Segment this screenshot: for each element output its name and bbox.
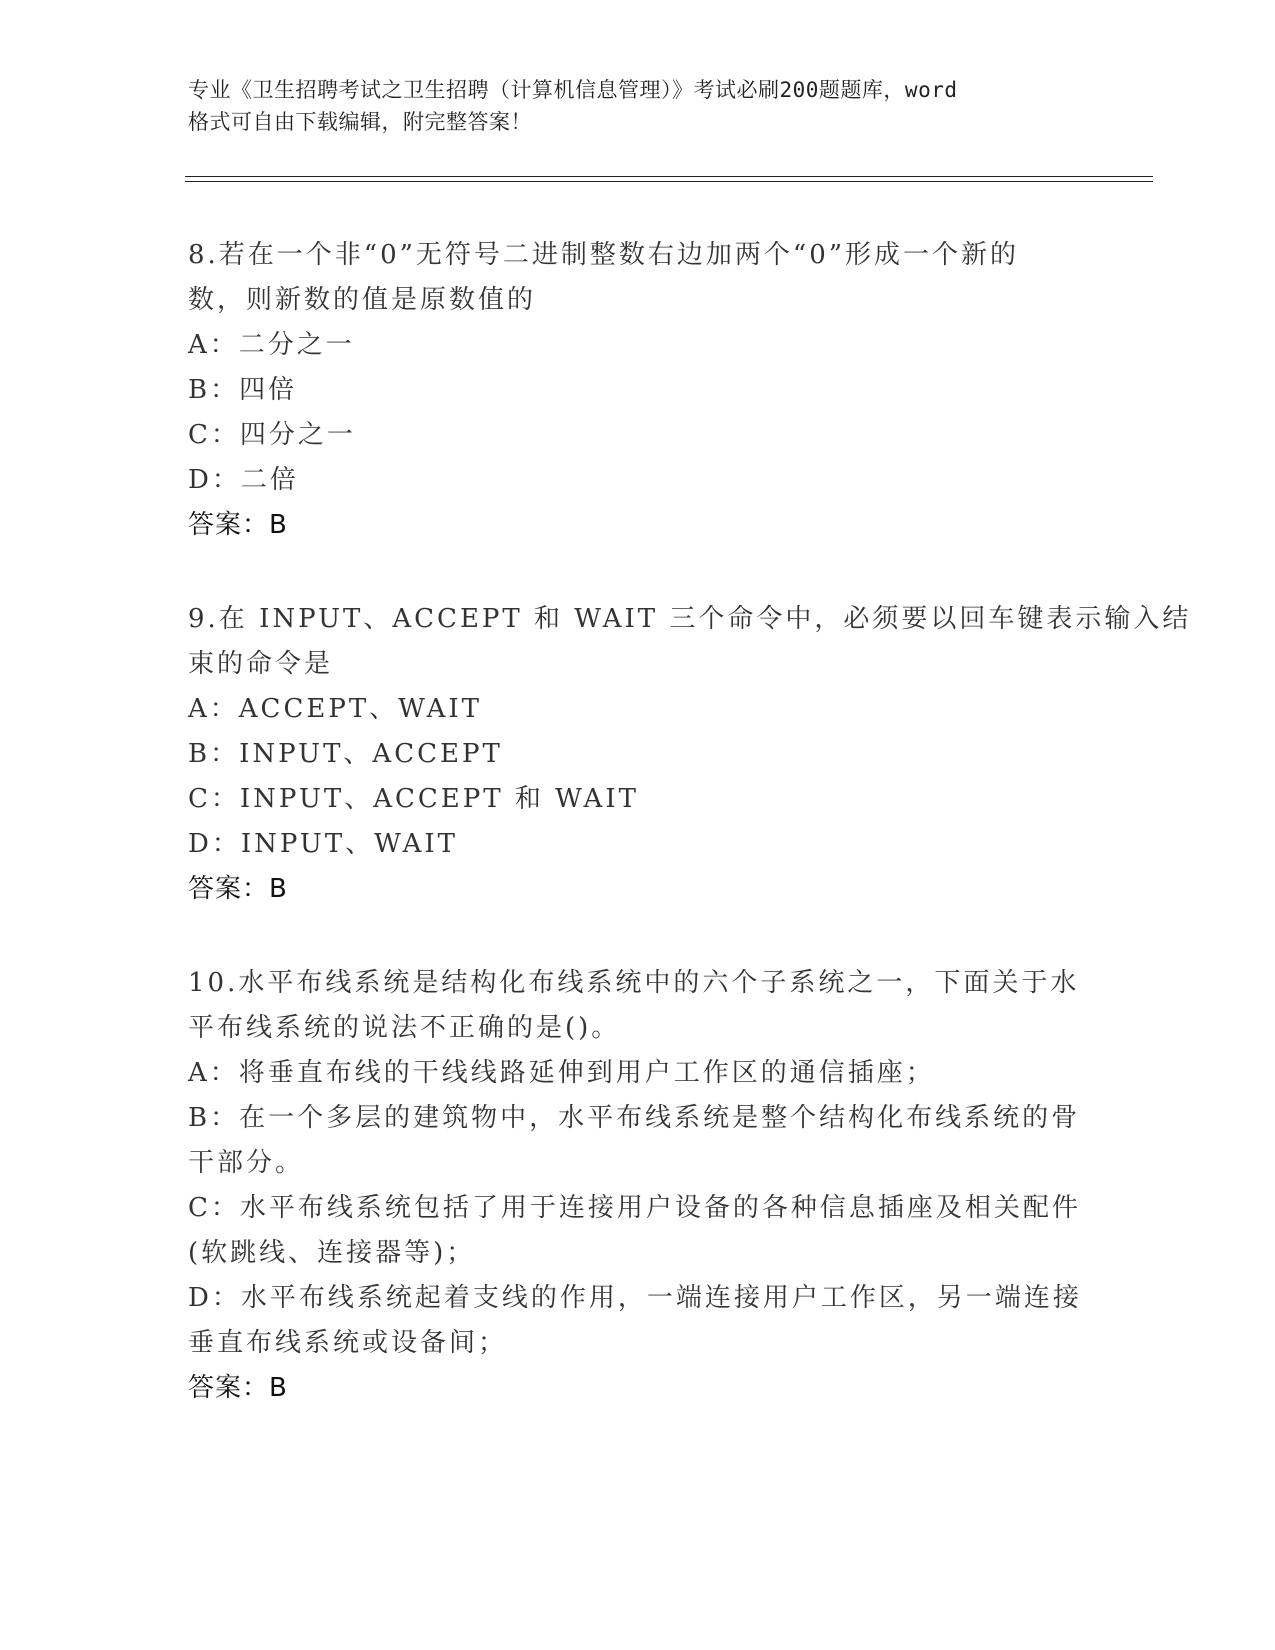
option-c-continued: (软跳线、连接器等)； — [188, 1238, 476, 1268]
option-a: A：二分之一 — [188, 330, 355, 360]
option-d: D：INPUT、WAIT — [188, 829, 458, 859]
answer: 答案：B — [188, 1373, 288, 1403]
question-text-line: 8.若在一个非“0”无符号二进制整数右边加两个“0”形成一个新的 — [188, 240, 1020, 270]
question-10 — [188, 961, 1082, 1411]
option-b: B：四倍 — [188, 375, 298, 405]
option-b-continued: 干部分。 — [188, 1148, 305, 1178]
header-line-1: 专业《卫生招聘考试之卫生招聘（计算机信息管理）》考试必刷200题题库，word — [188, 78, 958, 102]
header-rule-top — [185, 176, 1153, 177]
option-b: B：在一个多层的建筑物中，水平布线系统是整个结构化布线系统的骨 — [188, 1103, 1081, 1133]
document-header — [188, 74, 1088, 138]
answer: 答案：B — [188, 874, 288, 904]
question-text-line: 束的命令是 — [188, 649, 334, 679]
question-text-line: 9.在 INPUT、ACCEPT 和 WAIT 三个命令中，必须要以回车键表示输入结 — [188, 604, 1192, 634]
option-c: C：四分之一 — [188, 420, 356, 450]
option-c: C：INPUT、ACCEPT 和 WAIT — [188, 784, 639, 814]
option-d: D：水平布线系统起着支线的作用，一端连接用户工作区，另一端连接 — [188, 1283, 1082, 1313]
option-a: A：ACCEPT、WAIT — [188, 694, 482, 724]
option-a: A：将垂直布线的干线线路延伸到用户工作区的通信插座； — [188, 1058, 935, 1088]
option-c: C：水平布线系统包括了用于连接用户设备的各种信息插座及相关配件 — [188, 1193, 1081, 1223]
question-9 — [188, 597, 1192, 912]
option-b: B：INPUT、ACCEPT — [188, 739, 503, 769]
header-line-2: 格式可自由下载编辑，附完整答案！ — [188, 110, 532, 134]
question-8 — [188, 233, 1068, 548]
question-text-line: 10.水平布线系统是结构化布线系统中的六个子系统之一，下面关于水 — [188, 968, 1080, 998]
option-d-continued: 垂直布线系统或设备间； — [188, 1328, 508, 1358]
option-d: D：二倍 — [188, 465, 299, 495]
header-rule-bottom — [185, 181, 1153, 182]
answer: 答案：B — [188, 510, 288, 540]
question-text-line: 数，则新数的值是原数值的 — [188, 285, 537, 315]
question-text-line: 平布线系统的说法不正确的是()。 — [188, 1013, 621, 1043]
